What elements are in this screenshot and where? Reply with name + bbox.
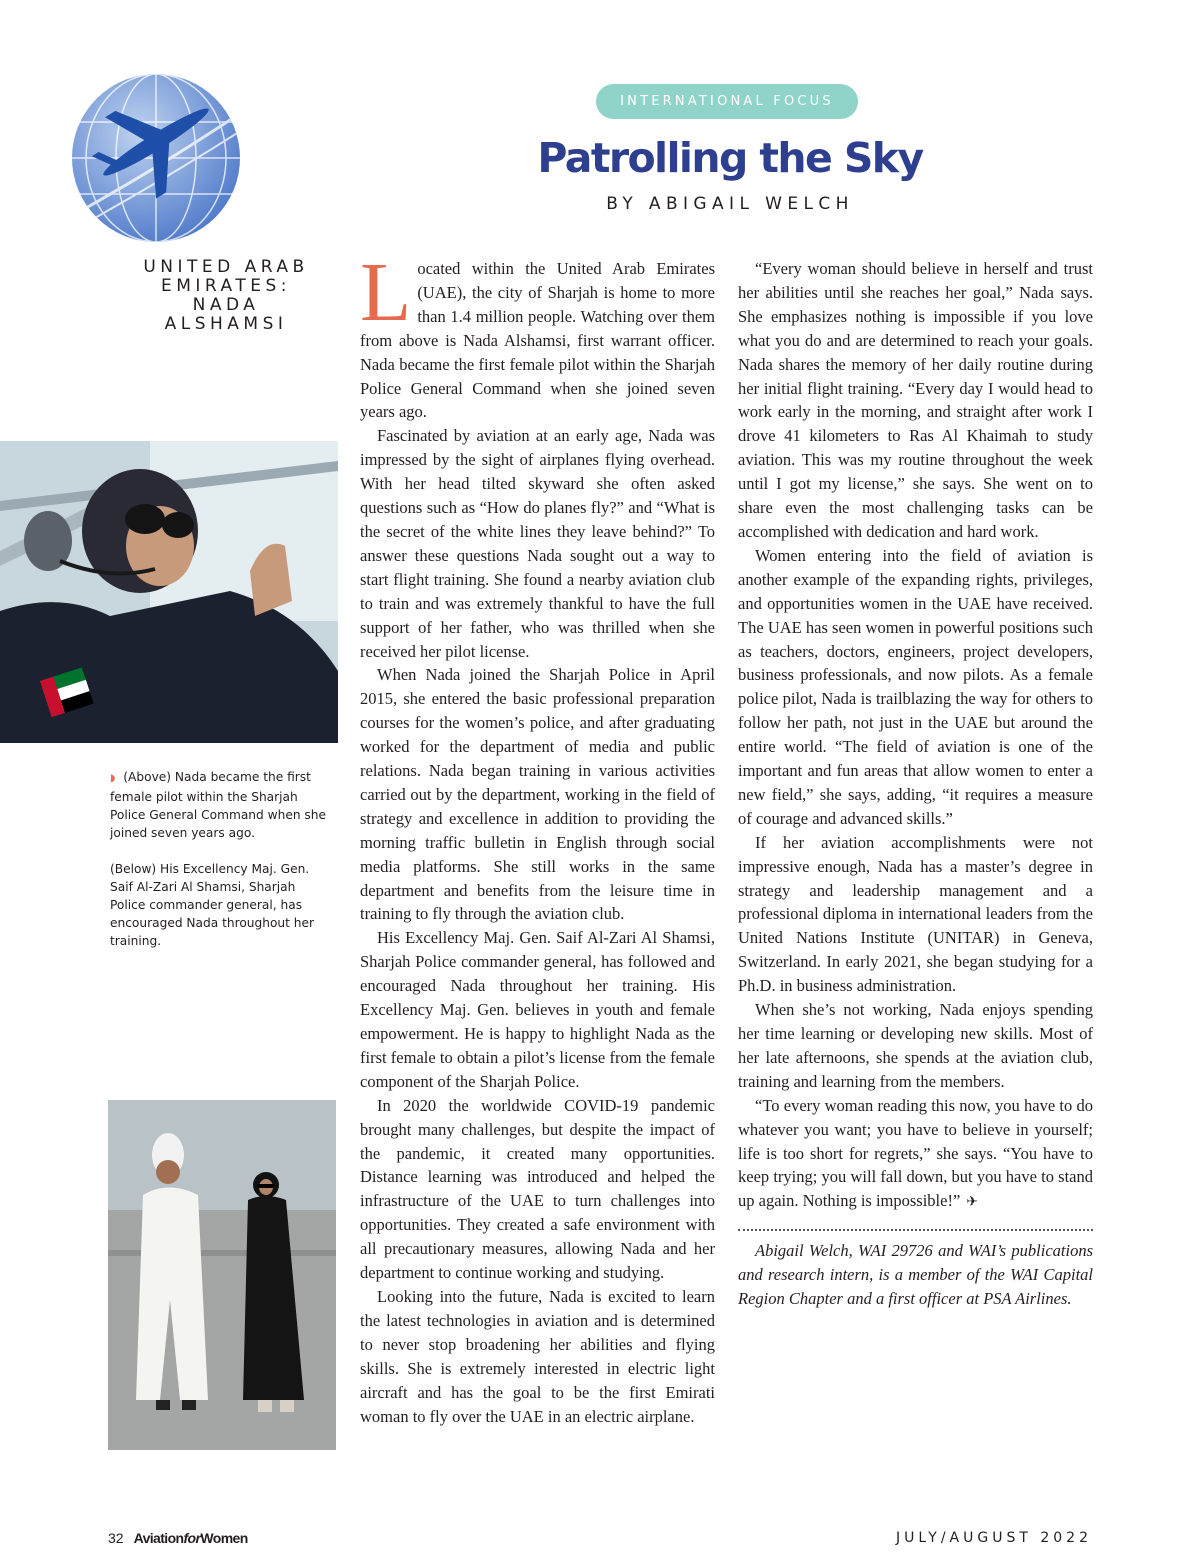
airplane-icon: ✈ — [966, 1194, 979, 1211]
article-title: Patrolling the Sky — [537, 134, 923, 182]
magazine-name: AviationforWomen — [133, 1530, 248, 1546]
subject-heading: UNITED ARAB EMIRATES: NADA ALSHAMSI — [143, 257, 309, 334]
photo-captions — [110, 768, 332, 968]
paragraph-3: When Nada joined the Sharjah Police in April 2015, she entered the basic professional preparation courses for the women’s police, and after graduating worked for the department of media and public relations. Nada began training in various activities carried out by the department, working in the field of strategy and excellence in addition to providing the morning traffic bulletin in English through social media platforms. She still works in the same department and benefits from the leisure time in training to fly through the aviation club. — [360, 665, 715, 924]
paragraph-11: “To every woman reading this now, you have to do whatever you want; you have to believe in yourself; life is too short for regrets,” she says. “You have to keep trying; you will fall down, but you have to stand up again. Nothing is impossible!” ✈ — [738, 1095, 1093, 1211]
bio-divider — [738, 1229, 1093, 1231]
article-column-2 — [738, 257, 1093, 1311]
paragraph-5: In 2020 the worldwide COVID-19 pandemic brought many challenges, but despite the impact of the pandemic, it created many opportunities. Distance learning was introduced and helped the infrastructure of the UAE to turn challenges into opportunities. They created a safe environment with all precautionary measures, allowing Nada and her department to continue working and studying. — [360, 1095, 715, 1283]
paragraph-7: “Every woman should believe in herself and trust her abilities until she reaches her goal,” Nada says. She emphasizes nothing is impossible if you love what you do and are determined to reach your goals. Nada shares the memory of her daily routine during her initial flight training. “Every day I would head to work early in the morning, and straight after work I drove 41 kilometers to Ras Al Khaimah to study aviation. This was my routine throughout the week until I got my license,” she says. She went on to share even the most challenging tasks can be accomplished with dedication and hard work. — [738, 259, 1093, 541]
paragraph-2: Fascinated by aviation at an early age, Nada was impressed by the sight of airplanes flying overhead. With her head tilted skyward she often asked questions such as “How do planes fly?” and “What is the secret of the white lines they leave behind?” To answer these questions Nada sought out a way to start flight training. She found a nearby aviation club to train and was extremely thankful to have the full support of her father, who was thrilled when she received her pilot license. — [360, 426, 715, 661]
globe-airplane-icon — [70, 72, 242, 244]
paragraph-6: Looking into the future, Nada is excited to learn the latest technologies in aviation and is determined to never stop broadening her abilities and flying skills. She is extremely interested in electric light aircraft and has the goal to be the first Emirati woman to fly over the UAE in an electric airplane. — [360, 1286, 715, 1426]
author-bio: Abigail Welch, WAI 29726 and WAI’s publications and research intern, is a member of the WAI Capital Region Chapter and a first officer at PSA Airlines. — [738, 1241, 1093, 1309]
tarmac-walk-photo — [108, 1100, 336, 1450]
caption-below: (Below) His Excellency Maj. Gen. Saif Al-Zari Al Shamsi, Sharjah Police commander general, has encouraged Nada throughout her training. — [110, 862, 315, 948]
pilot-cockpit-photo — [0, 441, 338, 743]
paragraph-9: If her aviation accomplishments were not impressive enough, Nada has a master’s degree in strategy and leadership management and a professional diploma in international leaders from the United Nations Institute (UNITAR) in Geneva, Switzerland. In early 2021, she began studying for a Ph.D. in business administration. — [738, 832, 1093, 996]
drop-cap: L — [360, 246, 412, 339]
section-tag: INTERNATIONAL FOCUS — [596, 84, 858, 119]
caption-above: ◗ (Above) Nada became the first female pilot within the Sharjah Police General Command when she joined seven years ago. — [110, 770, 326, 840]
caption-arrow-icon: ◗ — [110, 773, 116, 784]
paragraph-10: When she’s not working, Nada enjoys spending her time learning or developing new skills. Most of her late afternoons, she spends at the aviation club, training and learning from the members. — [738, 1000, 1093, 1091]
paragraph-1: Located within the United Arab Emirates (UAE), the city of Sharjah is home to more than 1.4 million people. Watching over them from above is Nada Alshamsi, first warrant officer. Nada became the first female pilot within the Sharjah Police General Command when she joined seven years ago. — [360, 246, 715, 422]
article-column-1 — [360, 246, 715, 1428]
footer-folio — [108, 1530, 248, 1546]
paragraph-4: His Excellency Maj. Gen. Saif Al-Zari Al Shamsi, Sharjah Police commander general, has followed and encouraged Nada throughout her training. His Excellency Maj. Gen. believes in youth and female empowerment. He is happy to highlight Nada as the first female to obtain a pilot’s license from the female component of the Sharjah Police. — [360, 928, 715, 1091]
paragraph-8: Women entering into the field of aviation is another example of the expanding rights, privileges, and opportunities women in the UAE have received. The UAE has seen women in powerful positions such as teachers, doctors, engineers, project developers, business professionals, and now pilots. As a female police pilot, Nada is trailblazing the way for others to follow her path, not just in the UAE but around the entire world. “The field of aviation is one of the important and fun areas that allow women to enter a new field,” she says, adding, “it requires a measure of courage and advanced skills.” — [738, 545, 1093, 828]
page-number: 32 — [108, 1530, 124, 1546]
byline: BY ABIGAIL WELCH — [606, 194, 854, 214]
issue-date: JULY/AUGUST 2022 — [895, 1530, 1092, 1546]
